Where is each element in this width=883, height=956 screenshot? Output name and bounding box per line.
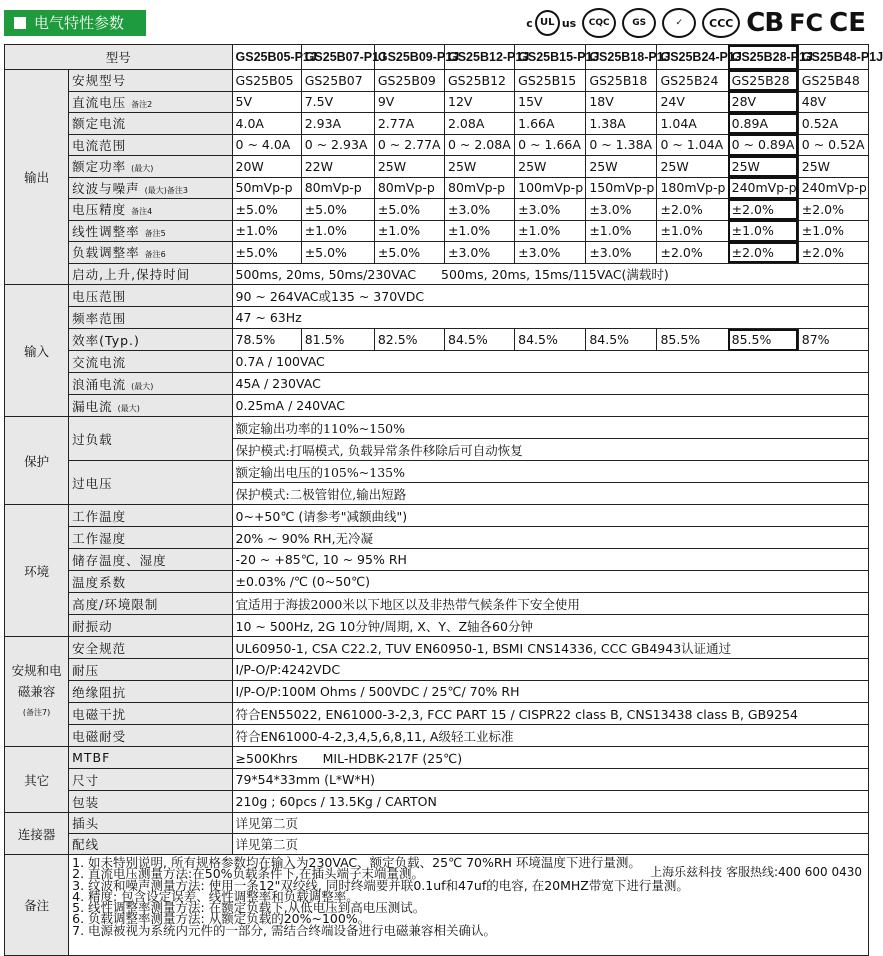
row-label <box>69 703 232 725</box>
value-cell: 48V <box>798 91 868 113</box>
overload-mode: 保护模式:打嗝模式, 负载异常条件移除后可自动恢复 <box>232 439 868 461</box>
row-label <box>69 156 232 178</box>
value-cell: ±1.0% <box>586 220 657 242</box>
value-cell: 1.04A <box>657 113 728 135</box>
row-label <box>69 220 232 242</box>
label-text: 频率范围 <box>72 310 127 326</box>
env-value: 10 ~ 500Hz, 2G 10分钟/周期, X、Y、Z轴各60分钟 <box>232 615 868 637</box>
table-row <box>5 615 869 637</box>
model-header: GS25B12-P1J <box>445 45 515 70</box>
value-cell: ±2.0% <box>728 199 798 221</box>
table-row <box>5 285 869 307</box>
hotline: 上海乐兹科技 客服热线:400 600 0430 <box>650 865 862 879</box>
gs-cert-icon: GS <box>622 8 656 38</box>
label-text: 包装 <box>72 794 100 810</box>
remark-line: 3. 纹波和噪声测量方法: 使用一条12"双绞线, 同时终端要并联0.1uf和47uf的电容, 在20MHZ带宽下进行量测。 <box>72 877 689 893</box>
table-row <box>5 703 869 725</box>
remark-line: 6. 负载调整率测量方法: 从额定负载的20%~100%。 <box>72 911 371 927</box>
value-cell: ±5.0% <box>374 199 444 221</box>
value-cell: 80mVp-p <box>445 177 515 199</box>
label-text: 漏电流 <box>72 398 113 414</box>
row-label <box>69 725 232 747</box>
table-row <box>5 91 869 113</box>
model-header: GS25B48-P1J <box>798 45 868 70</box>
label-text: 配线 <box>72 837 100 852</box>
remark-line: 7. 电源被视为系统内元件的一部分, 需结合终端设备进行电磁兼容相关确认。 <box>72 922 496 938</box>
table-row <box>5 134 869 156</box>
label-text: 直流电压 <box>72 94 127 110</box>
table-row <box>5 242 869 264</box>
row-label <box>69 769 232 791</box>
row-label <box>69 134 232 156</box>
table-row <box>5 769 869 791</box>
category-other: 其它 <box>5 747 69 813</box>
model-header: GS25B28-P1J <box>728 45 798 70</box>
other-value: 79*54*33mm (L*W*H) <box>232 769 868 791</box>
value-cell: 25W <box>657 156 728 178</box>
efficiency-cell: 81.5% <box>301 329 374 351</box>
row-label <box>69 571 232 593</box>
remark-line: 2. 直流电压测量方法:在50%负载条件下,在插头端子末端量测。 <box>72 866 425 882</box>
table-row <box>5 351 869 373</box>
model-header: GS25B15-P1J <box>515 45 586 70</box>
cert-logos <box>526 8 866 38</box>
value-cell: ±3.0% <box>586 199 657 221</box>
label-text: 额定电流 <box>72 116 127 132</box>
value-cell: 180mVp-p <box>657 177 728 199</box>
row-label <box>69 70 232 92</box>
efficiency-cell: 85.5% <box>657 329 728 351</box>
row-label <box>69 242 232 264</box>
value-cell: 24V <box>657 91 728 113</box>
env-value: 20% ~ 90% RH,无冷凝 <box>232 527 868 549</box>
value-cell: 4.0A <box>232 113 301 135</box>
row-label <box>69 637 232 659</box>
value-cell: 0.52A <box>798 113 868 135</box>
connector-value: 详见第二页 <box>232 813 868 834</box>
value-cell: 100mVp-p <box>515 177 586 199</box>
env-value: -20 ~ +85℃, 10 ~ 95% RH <box>232 549 868 571</box>
table-row <box>5 220 869 242</box>
value-cell: ±1.0% <box>374 220 444 242</box>
value-cell: GS25B05 <box>232 70 301 92</box>
label-text: 工作温度 <box>72 508 127 524</box>
rcm-cert-icon: ✓ <box>662 8 696 38</box>
value-cell: ±1.0% <box>728 220 798 242</box>
efficiency-cell: 82.5% <box>374 329 444 351</box>
section-title-badge <box>4 10 146 36</box>
category-connector: 连接器 <box>5 813 69 855</box>
row-label <box>69 177 232 199</box>
label-text: 电磁耐受 <box>72 728 127 744</box>
value-cell: ±3.0% <box>515 199 586 221</box>
label-text: 效率(Typ.) <box>72 332 140 348</box>
row-label <box>69 285 232 307</box>
label-text: MTBF <box>72 750 111 765</box>
value-cell: 2.93A <box>301 113 374 135</box>
safety-value: 符合EN55022, EN61000-3-2,3, FCC PART 15 / CISPR22 class B, CNS13438 class B, GB9254 <box>232 703 868 725</box>
table-row <box>5 659 869 681</box>
table-row <box>5 113 869 135</box>
row-label <box>69 615 232 637</box>
row-label <box>69 113 232 135</box>
ul-cert-icon: c UL us <box>526 10 576 36</box>
model-header: GS25B18-P1J <box>586 45 657 70</box>
env-value: 0~+50℃ (请参考"减额曲线") <box>232 505 868 527</box>
value-cell: ±3.0% <box>586 242 657 264</box>
leakage-current: 0.25mA / 240VAC <box>232 395 868 417</box>
value-cell: ±3.0% <box>445 199 515 221</box>
value-cell: GS25B28 <box>728 70 798 92</box>
value-cell: GS25B07 <box>301 70 374 92</box>
inrush-current: 45A / 230VAC <box>232 373 868 395</box>
input-freq: 47 ~ 63Hz <box>232 307 868 329</box>
overload-range: 额定输出功率的110%~150% <box>232 417 868 439</box>
safety-value: I/P-O/P:100M Ohms / 500VDC / 25℃/ 70% RH <box>232 681 868 703</box>
label-text: 高度/环境限制 <box>72 596 159 612</box>
label-text: 负载调整率 <box>72 245 140 261</box>
label-text: 耐振动 <box>72 618 113 634</box>
label-text: 电磁干扰 <box>72 706 127 722</box>
label-text: 启动,上升,保持时间 <box>72 266 191 282</box>
row-label <box>69 351 232 373</box>
table-row <box>5 395 869 417</box>
fc-cert-icon: FC <box>789 9 824 37</box>
overvoltage-mode: 保护模式:二极管钳位,输出短路 <box>232 483 868 505</box>
row-label <box>69 593 232 615</box>
value-cell: 20W <box>232 156 301 178</box>
label-note: 备注6 <box>144 250 166 260</box>
row-label <box>69 791 232 813</box>
label-text: 耐压 <box>72 662 100 678</box>
value-cell: 0 ~ 2.77A <box>374 134 444 156</box>
connector-value: 详见第二页 <box>232 834 868 855</box>
value-cell: 0 ~ 0.89A <box>728 134 798 156</box>
value-cell: 2.08A <box>445 113 515 135</box>
table-row <box>5 637 869 659</box>
table-row <box>5 263 869 285</box>
efficiency-cell: 84.5% <box>515 329 586 351</box>
row-label <box>69 681 232 703</box>
table-row <box>5 549 869 571</box>
value-cell: 0 ~ 4.0A <box>232 134 301 156</box>
label-text: 安规型号 <box>72 73 127 89</box>
value-cell: 240mVp-p <box>798 177 868 199</box>
value-cell: 1.38A <box>586 113 657 135</box>
other-value: 210g ; 60pcs / 13.5Kg / CARTON <box>232 791 868 813</box>
value-cell: 25W <box>374 156 444 178</box>
value-cell: 7.5V <box>301 91 374 113</box>
value-cell: 80mVp-p <box>301 177 374 199</box>
row-label <box>69 307 232 329</box>
label-text: 浪涌电流 <box>72 376 127 392</box>
value-cell: ±2.0% <box>798 242 868 264</box>
value-cell: 25W <box>515 156 586 178</box>
label-text: 额定功率 <box>72 159 127 175</box>
remark-line: 1. 如未特别说明, 所有规格参数均在输入为230VAC、额定负载、25℃ 70%RH 环境温度下进行量测。 <box>72 855 641 870</box>
page-header <box>0 0 872 44</box>
value-cell: 0 ~ 2.93A <box>301 134 374 156</box>
category-protection: 保护 <box>5 417 69 505</box>
safety-note: (备注7) <box>22 708 51 717</box>
value-cell: ±5.0% <box>301 199 374 221</box>
row-label <box>69 747 232 769</box>
value-cell: ±5.0% <box>301 242 374 264</box>
row-label <box>69 659 232 681</box>
env-value: 宜适用于海拔2000米以下地区以及非热带气候条件下安全使用 <box>232 593 868 615</box>
category-model: 型号 <box>5 45 233 70</box>
row-label <box>69 417 232 461</box>
table-row <box>5 329 869 351</box>
value-cell: 25W <box>445 156 515 178</box>
label-note: (最大)备注3 <box>144 185 188 195</box>
value-cell: 50mVp-p <box>232 177 301 199</box>
row-label <box>69 91 232 113</box>
table-row <box>5 571 869 593</box>
row-label <box>69 527 232 549</box>
safety-value: 符合EN61000-4-2,3,4,5,6,8,11, A级轻工业标准 <box>232 725 868 747</box>
model-header: GS25B24-P1J <box>657 45 728 70</box>
value-cell: ±3.0% <box>445 242 515 264</box>
input-voltage: 90 ~ 264VAC或135 ~ 370VDC <box>232 285 868 307</box>
label-note: 备注4 <box>131 207 153 217</box>
value-cell: ±1.0% <box>657 220 728 242</box>
table-row <box>5 199 869 221</box>
label-text: 纹波与噪声 <box>72 180 140 196</box>
value-cell: 25W <box>798 156 868 178</box>
value-cell: ±1.0% <box>445 220 515 242</box>
value-cell: ±5.0% <box>232 242 301 264</box>
value-cell: 0 ~ 1.04A <box>657 134 728 156</box>
value-cell: ±3.0% <box>515 242 586 264</box>
label-text: 温度系数 <box>72 574 127 590</box>
value-cell: ±1.0% <box>301 220 374 242</box>
value-cell: 28V <box>728 91 798 113</box>
efficiency-cell: 85.5% <box>728 329 798 351</box>
row-label <box>69 834 232 855</box>
table-row <box>5 505 869 527</box>
category-safety <box>5 637 69 747</box>
value-cell: 25W <box>728 156 798 178</box>
table-row <box>5 855 869 956</box>
value-cell: GS25B15 <box>515 70 586 92</box>
value-cell: ±2.0% <box>798 199 868 221</box>
value-cell: ±1.0% <box>798 220 868 242</box>
value-cell: 25W <box>586 156 657 178</box>
table-row <box>5 791 869 813</box>
value-cell: ±1.0% <box>515 220 586 242</box>
value-cell: 2.77A <box>374 113 444 135</box>
value-cell: GS25B48 <box>798 70 868 92</box>
label-text: 交流电流 <box>72 354 127 370</box>
ce-cert-icon: CE <box>829 8 866 38</box>
table-row <box>5 527 869 549</box>
value-cell: 150mVp-p <box>586 177 657 199</box>
safety-title: 安规和电磁兼容 <box>11 663 62 699</box>
value-cell: ±1.0% <box>232 220 301 242</box>
label-text: 电流范围 <box>72 137 127 153</box>
label-text: 电压范围 <box>72 288 127 304</box>
table-row <box>5 681 869 703</box>
value-cell: GS25B12 <box>445 70 515 92</box>
value-cell: 22W <box>301 156 374 178</box>
value-cell: 0 ~ 0.52A <box>798 134 868 156</box>
row-label <box>69 505 232 527</box>
value-cell: ±2.0% <box>657 199 728 221</box>
category-input: 输入 <box>5 285 69 417</box>
category-environment: 环境 <box>5 505 69 637</box>
value-cell: 12V <box>445 91 515 113</box>
spec-table <box>4 44 883 956</box>
efficiency-cell: 84.5% <box>586 329 657 351</box>
table-row <box>5 593 869 615</box>
table-row <box>5 813 869 834</box>
section-title: 电气特性参数 <box>34 14 125 32</box>
row-label <box>69 549 232 571</box>
overvoltage-range: 额定输出电压的105%~135% <box>232 461 868 483</box>
safety-value: I/P-O/P:4242VDC <box>232 659 868 681</box>
model-header: GS25B09-P1J <box>374 45 444 70</box>
value-cell: GS25B24 <box>657 70 728 92</box>
label-text: 安全规范 <box>72 640 127 656</box>
efficiency-cell: 87% <box>798 329 868 351</box>
ac-current: 0.7A / 100VAC <box>232 351 868 373</box>
label-text: 过负载 <box>72 431 113 447</box>
efficiency-cell: 78.5% <box>232 329 301 351</box>
table-row <box>5 834 869 855</box>
table-row <box>5 747 869 769</box>
table-row <box>5 156 869 178</box>
label-text: 绝缘阻抗 <box>72 684 127 700</box>
table-row <box>5 725 869 747</box>
category-remarks: 备注 <box>5 855 69 956</box>
label-note: (最大) <box>131 381 154 391</box>
remark-line: 4. 精度: 包含设定误差、线性调整率和负载调整率。 <box>72 888 359 904</box>
label-text: 工作湿度 <box>72 530 127 546</box>
square-icon <box>14 17 26 29</box>
label-text: 储存温度、湿度 <box>72 552 167 568</box>
value-cell: ±5.0% <box>232 199 301 221</box>
category-output: 输出 <box>5 70 69 285</box>
row-label <box>69 813 232 834</box>
efficiency-cell: 84.5% <box>445 329 515 351</box>
table-row <box>5 417 869 439</box>
value-cell: 80mVp-p <box>374 177 444 199</box>
value-cell: GS25B18 <box>586 70 657 92</box>
value-cell: 15V <box>515 91 586 113</box>
other-value: ≥500Khrs MIL-HDBK-217F (25℃) <box>232 747 868 769</box>
value-cell: 0.89A <box>728 113 798 135</box>
value-cell: 9V <box>374 91 444 113</box>
table-row <box>5 461 869 483</box>
row-label <box>69 461 232 505</box>
value-cell: 1.66A <box>515 113 586 135</box>
ccc-cert-icon: CCC <box>702 8 740 38</box>
label-note: 备注2 <box>131 99 153 109</box>
cb-cert-icon: CB <box>746 8 784 38</box>
remarks-block <box>69 855 869 956</box>
model-header: GS25B07-P1J <box>301 45 374 70</box>
value-cell: 0 ~ 1.38A <box>586 134 657 156</box>
table-row <box>5 177 869 199</box>
label-note: 备注5 <box>144 228 166 238</box>
row-label <box>69 263 232 285</box>
value-cell: 5V <box>232 91 301 113</box>
value-cell: 0 ~ 1.66A <box>515 134 586 156</box>
value-cell: ±2.0% <box>657 242 728 264</box>
row-label <box>69 373 232 395</box>
value-cell: 18V <box>586 91 657 113</box>
label-text: 电压精度 <box>72 202 127 218</box>
row-label <box>69 395 232 417</box>
value-cell: ±2.0% <box>728 242 798 264</box>
label-note: (最大) <box>117 403 140 413</box>
value-cell: GS25B09 <box>374 70 444 92</box>
value-cell: ±5.0% <box>374 242 444 264</box>
model-header: GS25B05-P1J <box>232 45 301 70</box>
row-label <box>69 329 232 351</box>
startup-value: 500ms, 20ms, 50ms/230VAC 500ms, 20ms, 15ms/115VAC(满载时) <box>232 263 868 285</box>
env-value: ±0.03% /℃ (0~50℃) <box>232 571 868 593</box>
label-note: (最大) <box>131 164 154 174</box>
value-cell: 240mVp-p <box>728 177 798 199</box>
label-text: 插头 <box>72 816 100 831</box>
remark-line: 5. 线性调整率测量方法: 在额定负载下,从低电压到高电压测试。 <box>72 900 426 916</box>
label-text: 线性调整率 <box>72 223 140 239</box>
table-row <box>5 70 869 92</box>
table-row <box>5 45 869 70</box>
table-row <box>5 373 869 395</box>
row-label <box>69 199 232 221</box>
label-text: 尺寸 <box>72 772 100 788</box>
safety-value: UL60950-1, CSA C22.2, TUV EN60950-1, BSMI CNS14336, CCC GB4943认证通过 <box>232 637 868 659</box>
value-cell: 0 ~ 2.08A <box>445 134 515 156</box>
label-text: 过电压 <box>72 475 113 491</box>
cqc-cert-icon: CQC <box>582 8 616 38</box>
table-row <box>5 307 869 329</box>
